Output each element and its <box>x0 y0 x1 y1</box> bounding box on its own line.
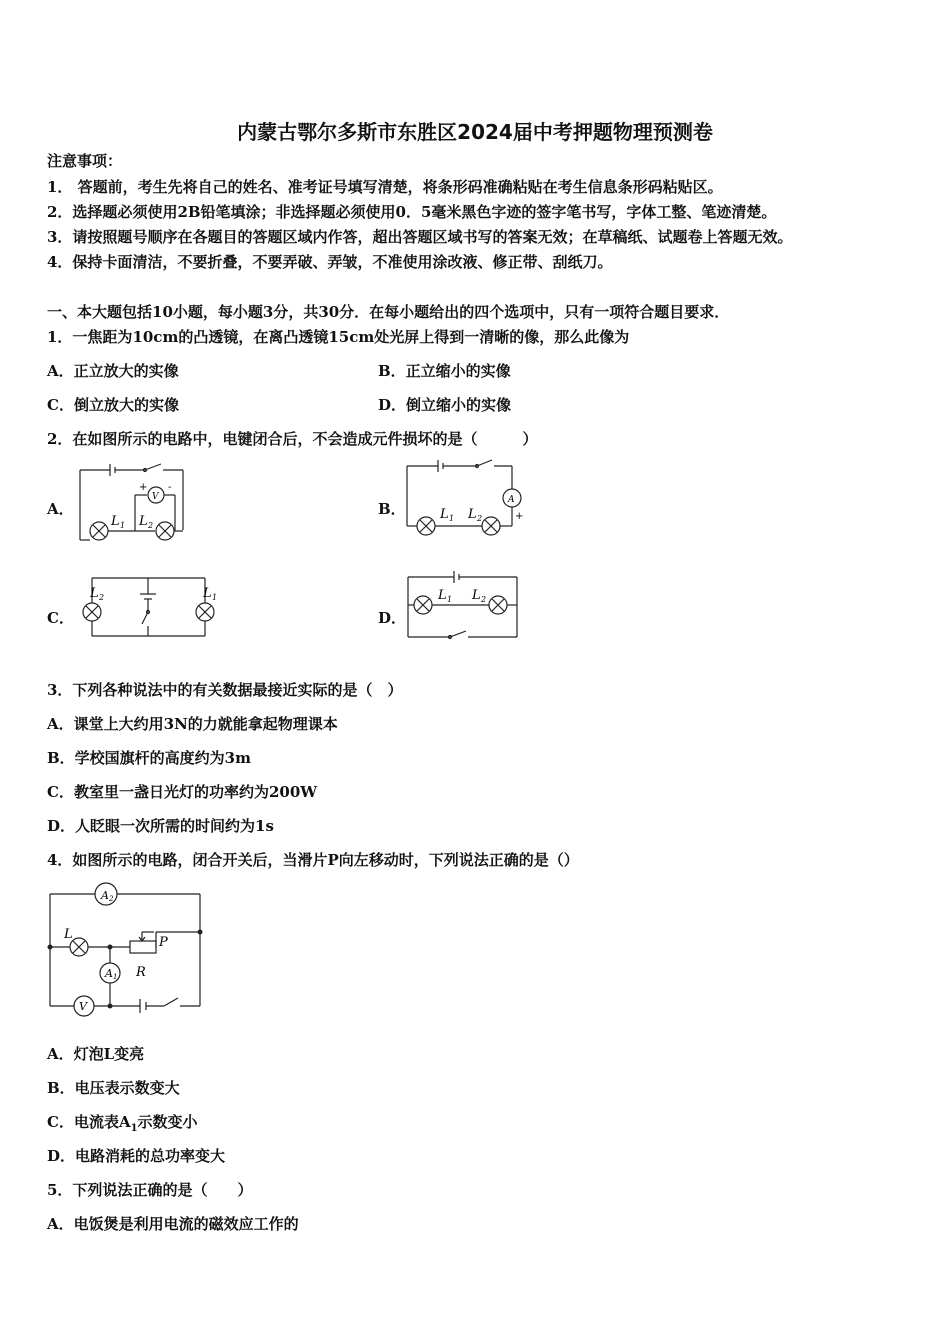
lamp-label: L <box>111 514 120 529</box>
resistor-label: R <box>136 965 146 980</box>
lamp-sub: 1 <box>447 595 453 604</box>
q4-circuit-diagram <box>42 880 212 1025</box>
circuit-diagram-a <box>75 460 190 550</box>
lamp-label: L <box>440 507 449 522</box>
notice-item: 2．选择题必须使用2B铅笔填涂；非选择题必须使用0．5毫米黑色字迹的签字笔书写，字体工整、笔迹清楚。 <box>47 203 777 221</box>
lamp-sub: 2 <box>99 593 105 602</box>
q4-option-a: A．灯泡L变亮 <box>47 1045 145 1063</box>
minus-sign: - <box>168 482 172 493</box>
notice-item: 3．请按照题号顺序在各题目的答题区域内作答，超出答题区域书写的答案无效；在草稿纸、试题卷上答题无效。 <box>47 228 793 246</box>
lamp-sub: 1 <box>449 514 455 523</box>
lamp-sub: 1 <box>120 521 126 530</box>
q2-option-c: C． <box>47 609 74 627</box>
junction-dot <box>108 945 113 950</box>
notice-item: 4．保持卡面清洁，不要折叠，不要弄破、弄皱，不准使用涂改液、修正带、刮纸刀。 <box>47 253 613 271</box>
q5-option-a: A．电饭煲是利用电流的磁效应工作的 <box>47 1215 299 1233</box>
lamp-label: L <box>203 586 212 601</box>
ammeter-label: A <box>508 495 515 505</box>
voltmeter-label: V <box>79 1000 87 1013</box>
notice-heading: 注意事项： <box>47 152 123 170</box>
plus-sign: + <box>515 511 524 522</box>
q4-option-b: B．电压表示数变大 <box>47 1079 180 1097</box>
q3-option-d: D．人眨眼一次所需的时间约为1s <box>47 817 274 835</box>
ammeter-a1-label: A <box>105 967 113 980</box>
q2-option-d: D． <box>378 609 407 627</box>
q4-option-c: C．电流表$A_1$示数变小 <box>47 1113 198 1134</box>
q1-option-d: D．倒立缩小的实像 <box>378 396 512 414</box>
circuit-diagram-b <box>402 456 527 546</box>
lamp-label: L <box>139 514 148 529</box>
q2-stem: 2．在如图所示的电路中，电键闭合后，不会造成元件损坏的是（ ） <box>47 430 538 448</box>
ammeter-a1-sub: 1 <box>113 973 118 981</box>
q3-option-b: B．学校国旗杆的高度约为3m <box>47 749 251 767</box>
lamp-sub: 2 <box>148 521 154 530</box>
plus-sign: + <box>139 482 148 493</box>
q3-stem: 3．下列各种说法中的有关数据最接近实际的是（ ） <box>47 681 403 699</box>
q3-option-c: C．教室里一盏日光灯的功率约为200W <box>47 783 318 801</box>
q1-option-a: A．正立放大的实像 <box>47 362 179 380</box>
lamp-sub: 1 <box>212 593 218 602</box>
voltmeter-label: V <box>152 492 159 502</box>
junction-dot <box>198 930 203 935</box>
lamp-label: L <box>438 588 447 603</box>
q2-option-b: B． <box>378 500 406 518</box>
junction-dot <box>48 945 53 950</box>
ammeter-a2-label: A <box>101 889 109 902</box>
q1-stem: 1．一焦距为10cm的凸透镜，在离凸透镜15cm处光屏上得到一清晰的像，那么此像为 <box>47 328 630 346</box>
lamp-label: L <box>64 927 73 942</box>
ammeter-a2-sub: 2 <box>109 895 114 903</box>
junction-dot <box>108 1004 113 1009</box>
q1-option-b: B．正立缩小的实像 <box>378 362 511 380</box>
q3-option-a: A．课堂上大约用3N的力就能拿起物理课本 <box>47 715 338 733</box>
lamp-sub: 2 <box>477 514 483 523</box>
section-heading: 一、本大题包括10小题，每小题3分，共30分．在每小题给出的四个选项中，只有一项符合题目要求． <box>47 303 730 321</box>
lamp-sub: 2 <box>481 595 487 604</box>
lamp-label: L <box>468 507 477 522</box>
lamp-label: L <box>472 588 481 603</box>
circuit-diagram-d <box>402 565 527 645</box>
notice-item: 1． 答题前，考生先将自己的姓名、准考证号填写清楚，将条形码准确粘贴在考生信息条形码粘贴区。 <box>47 178 723 196</box>
page-title: 内蒙古鄂尔多斯市东胜区2024届中考押题物理预测卷 <box>237 120 713 144</box>
circuit-diagram-c <box>70 570 230 645</box>
q4-stem: 4．如图所示的电路，闭合开关后，当滑片P向左移动时，下列说法正确的是（） <box>47 851 579 869</box>
q1-option-c: C．倒立放大的实像 <box>47 396 179 414</box>
q4-option-d: D．电路消耗的总功率变大 <box>47 1147 226 1165</box>
slider-label: P <box>159 935 168 950</box>
q2-option-a: A． <box>47 500 74 518</box>
q5-stem: 5．下列说法正确的是（ ） <box>47 1181 253 1199</box>
lamp-label: L <box>90 586 99 601</box>
